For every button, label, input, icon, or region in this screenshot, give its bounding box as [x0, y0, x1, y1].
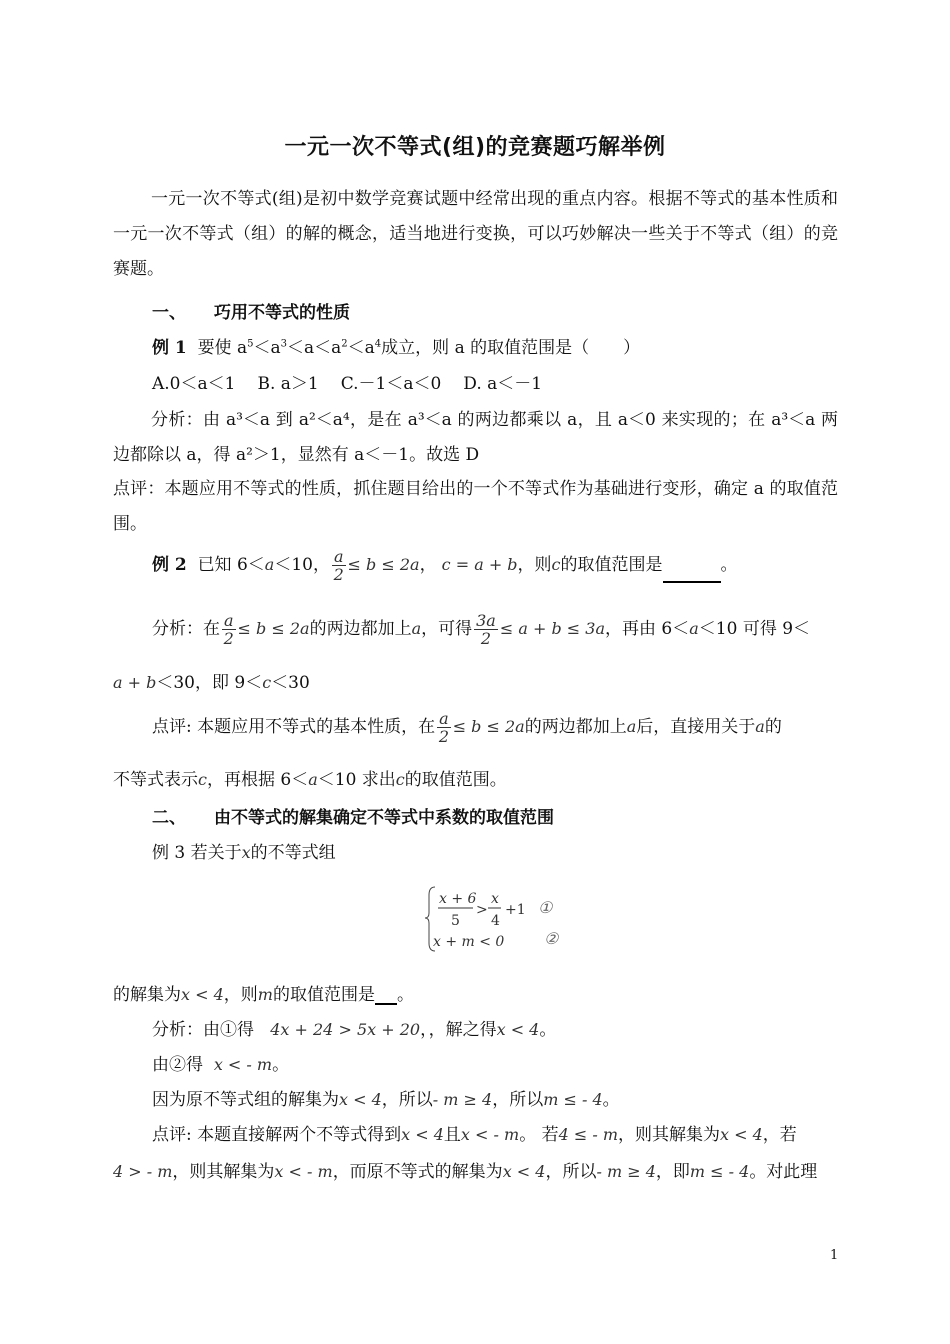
example-1-analysis: 分析：由 a³＜a 到 a²＜a⁴，是在 a³＜a 的两边都乘以 a，且 a＜0 来实现的；在 a³＜a 两边都除以 a，得 a²＞1，显然有 a＜－1。故选 D	[113, 410, 838, 465]
example-3-analysis-2: 由②得 x < - m。	[152, 1055, 290, 1075]
example-3-analysis-1: 分析：由①得 4x + 24 > 5x + 20，，解之得x < 4。	[152, 1020, 557, 1040]
svg-text:4: 4	[491, 913, 500, 929]
svg-text:x + m < 0: x + m < 0	[433, 934, 505, 950]
example-1-options: A.0＜a＜1 B. a＞1 C.－1＜a＜0 D. a＜－1	[152, 374, 543, 394]
example-2-comment-line1: 点评: 本题应用不等式的基本性质，在 $\frac{a}{2}$ ≤ b ≤ 2a的两边都加上a后，直接用关于a的	[152, 709, 782, 746]
section-2-heading: 二、 由不等式的解集确定不等式中系数的取值范围	[152, 808, 554, 828]
circle-two: ②	[544, 929, 559, 948]
example-3-analysis-3: 因为原不等式组的解集为x < 4，所以- m ≥ 4，所以m ≤ - 4。	[152, 1090, 620, 1110]
example-1-comment: 点评：本题应用不等式的性质，抓住题目给出的一个不等式作为基础进行变形，确定 a 的取值范围。	[113, 479, 838, 534]
example-2-analysis-line2: a + b＜30，即 9＜c＜30	[113, 673, 310, 693]
intro-paragraph: 一元一次不等式(组)是初中数学竞赛试题中经常出现的重点内容。根据不等式的基本性质和一元一次不等式（组）的解的概念，适当地进行变换，可以巧妙解决一些关于不等式（组）的竞赛题。	[113, 189, 838, 279]
circle-one: ①	[538, 898, 553, 917]
inequality-system	[425, 883, 575, 953]
svg-text:x + 6: x + 6	[439, 891, 477, 907]
section-1-heading: 一、 巧用不等式的性质	[152, 303, 350, 323]
page-title: 一元一次不等式(组)的竞赛题巧解举例	[284, 135, 666, 160]
svg-text:x: x	[491, 891, 499, 907]
example-2-analysis-line1: 分析：在 $\frac{a}{2}$ ≤ b ≤ 2a的两边都加上a，可得 $\frac{3a}{2}$ ≤ a + b ≤ 3a，再由 6＜a＜10 可得 9＜	[152, 611, 811, 648]
svg-text:+1: +1	[505, 902, 526, 918]
svg-text:>: >	[476, 902, 488, 918]
example-3-question: 例 3 若关于x的不等式组	[152, 843, 336, 863]
example-1-question: 例 1 要使 $a^5<a^3<a<a^2<a^4$成立，则 a 的取值范围是（ ）	[152, 338, 641, 358]
svg-text:5: 5	[451, 913, 460, 929]
example-2-comment-line2: 不等式表示c，再根据 6＜a＜10 求出c的取值范围。	[113, 770, 507, 790]
example-2-question: 例 2 已知 6＜a＜10， $\frac{a}{2}$ ≤ b ≤ 2a， c = a + b，则c的取值范围是 。	[152, 547, 738, 584]
page-number: 1	[830, 1248, 839, 1263]
example-3-comment-line1: 点评: 本题直接解两个不等式得到x < 4且x < - m。 若4 ≤ - m，则其解集为x < 4，若	[152, 1125, 797, 1145]
example-3-solution-set: 的解集为x < 4，则m的取值范围是 。	[113, 985, 414, 1005]
example-3-comment-line2: 4 > - m，则其解集为x < - m，而原不等式的解集为x < 4，所以- m ≥ 4，即m ≤ - 4。对此理	[113, 1162, 818, 1182]
